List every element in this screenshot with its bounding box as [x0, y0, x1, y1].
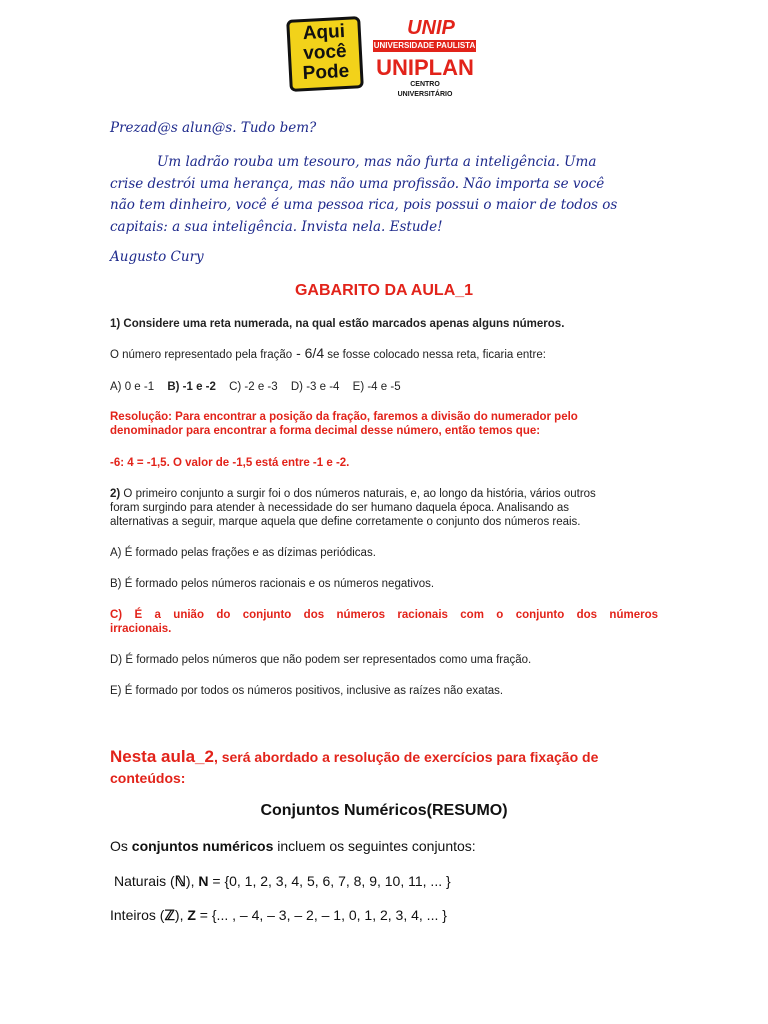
q2-option-b: B) É formado pelos números racionais e os números negativos. — [110, 578, 435, 590]
q1-options — [110, 380, 401, 394]
inteiros-symbol: ℤ — [164, 907, 175, 923]
quote — [110, 152, 670, 238]
aula2-rest: , será abordado a resolução de exercícios para fixação de — [213, 749, 599, 765]
naturais-symbol: ℕ — [174, 873, 186, 889]
q2-number: 2) — [110, 488, 121, 500]
centro-universitario-text: CENTRO UNIVERSITÁRIO — [397, 81, 453, 98]
q2-statement-line: O primeiro conjunto a surgir foi o dos números naturais, e, ao longo da história, vários outros — [120, 488, 596, 500]
unip-logo-text: UNIP — [407, 17, 455, 39]
q1-resolution-line: denominador para encontrar a forma decimal desse número, então temos que: — [110, 425, 541, 437]
aqui-logo-line-1: Aqui — [302, 20, 346, 45]
q1-fraction: - 6/4 — [292, 345, 325, 361]
aqui-logo-line-3: Pode — [302, 60, 350, 85]
quote-line: Um ladrão rouba um tesouro, mas não furta a inteligência. Uma — [157, 154, 597, 170]
q2-statement-line: alternativas a seguir, marque aquela que define corretamente o conjunto dos números reais. — [110, 516, 581, 528]
q1-fraction-line — [110, 346, 546, 362]
q1-option-b: B) -1 e -2 — [167, 381, 216, 393]
aula2-rest-2: conteúdos: — [110, 770, 186, 786]
inteiros-values: = {... , – 4, – 3, – 2, – 1, 0, 1, 2, 3, 4, ... } — [195, 907, 447, 923]
naturais-mid: ), — [185, 873, 199, 889]
q1-option-d: D) -3 e -4 — [290, 381, 340, 393]
q1-resolution-line: Resolução: Para encontrar a posição da fração, faremos a divisão do numerador pelo — [110, 411, 578, 423]
q1-option-e: E) -4 e -5 — [352, 381, 401, 393]
q1-option-a: A) 0 e -1 — [110, 381, 155, 393]
inteiros-mid: ), — [174, 907, 188, 923]
aula2-heading — [110, 746, 670, 789]
quote-line: capitais: a sua inteligência. Invista nela. Estude! — [110, 218, 443, 235]
q2-statement-line: foram surgindo para atender à necessidade do ser humano daquela época. Analisando as — [110, 502, 570, 514]
aula2-lead: Nesta aula_2 — [110, 747, 214, 766]
q2-option-d: D) É formado pelos números que não podem ser representados como uma fração. — [110, 654, 532, 666]
naturais-letter: N — [198, 873, 209, 889]
gabarito-title: GABARITO DA AULA_1 — [294, 282, 474, 299]
aqui-voce-pode-logo — [286, 16, 364, 92]
unip-band: UNIVERSIDADE PAULISTA — [373, 41, 476, 50]
intro-pre: Os — [110, 838, 132, 854]
inteiros-label: Inteiros ( — [110, 907, 165, 923]
quote-author: Augusto Cury — [110, 249, 204, 265]
naturais-set — [114, 873, 451, 890]
inteiros-set — [110, 907, 447, 924]
quote-line: não tem dinheiro, você é uma pessoa rica, pois possui o maior de todos os — [110, 197, 618, 213]
aqui-logo-line-2: você — [302, 40, 348, 65]
q1-line-post: se fosse colocado nessa reta, ficaria entre: — [324, 349, 546, 361]
intro-bold: conjuntos numéricos — [131, 838, 274, 854]
q2-option-e: E) É formado por todos os números positivos, inclusive as raízes não exatas. — [110, 685, 504, 697]
q2-option-a: A) É formado pelas frações e as dízimas periódicas. — [110, 547, 376, 559]
conjuntos-intro — [110, 838, 476, 854]
q1-statement: 1) Considere uma reta numerada, na qual estão marcados apenas alguns números. — [110, 318, 565, 330]
naturais-values: = {0, 1, 2, 3, 4, 5, 6, 7, 8, 9, 10, 11, ... } — [208, 873, 451, 889]
q1-result: -6: 4 = -1,5. O valor de -1,5 está entre -1 e -2. — [110, 457, 350, 469]
naturais-label: Naturais ( — [114, 873, 175, 889]
q1-resolution — [110, 410, 670, 438]
resumo-title: Conjuntos Numéricos(RESUMO) — [260, 802, 508, 819]
q2-statement — [110, 487, 690, 529]
inteiros-letter: Z — [187, 907, 196, 923]
q2-option-c-line: irracionais. — [110, 623, 172, 635]
quote-line: crise destrói uma herança, mas não uma profissão. Não importa se você — [110, 175, 605, 192]
q1-line-pre: O número representado pela fração — [110, 349, 293, 361]
q1-option-c: C) -2 e -3 — [229, 381, 278, 393]
q2-option-c — [110, 608, 658, 636]
q2-option-c-line: C) É a união do conjunto dos números racionais com o conjunto dos números — [110, 609, 658, 621]
uniplan-logo-text: UNIPLAN — [376, 55, 474, 80]
greeting: Prezad@s alun@s. Tudo bem? — [110, 120, 317, 136]
intro-post: incluem os seguintes conjuntos: — [273, 838, 476, 854]
